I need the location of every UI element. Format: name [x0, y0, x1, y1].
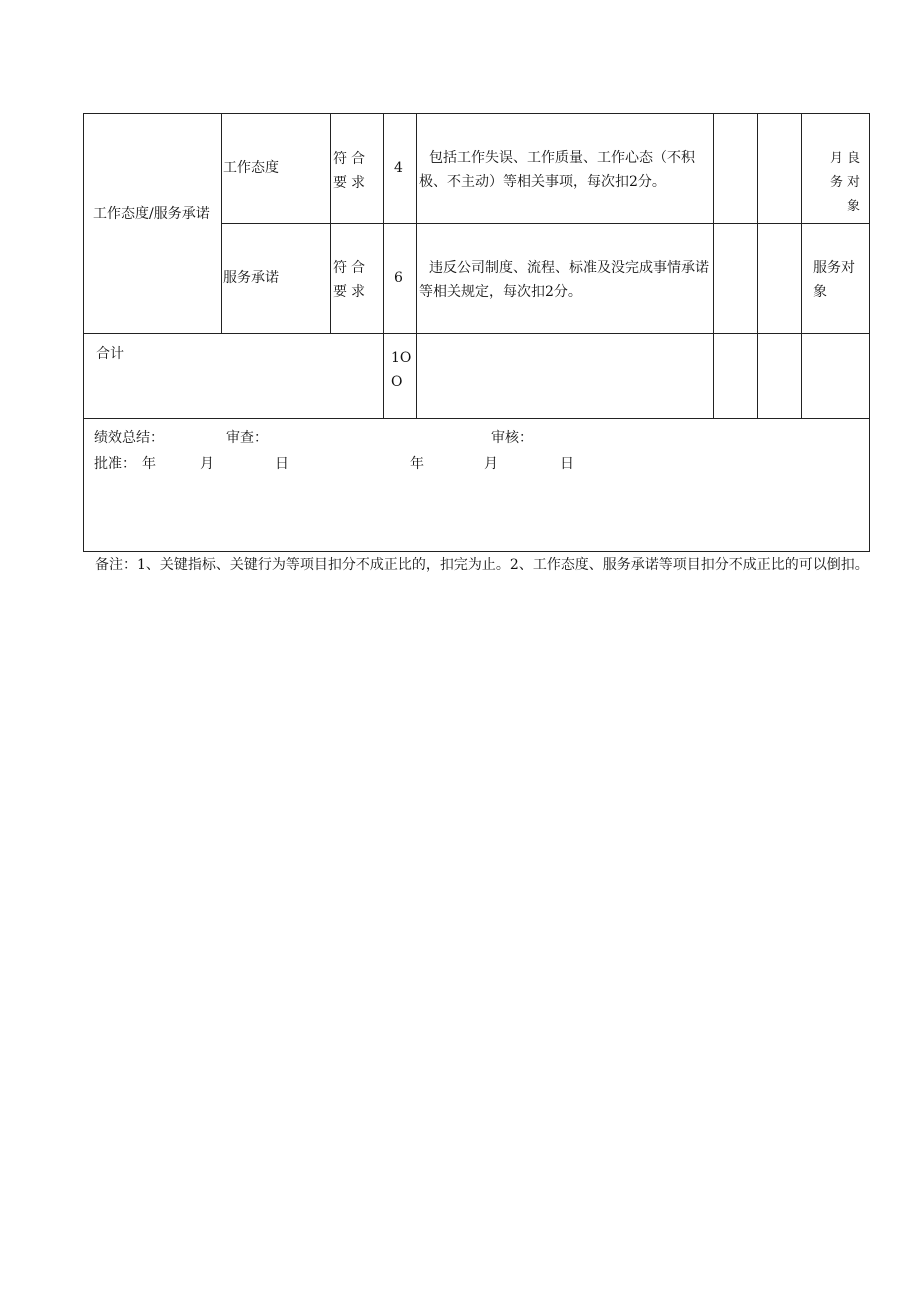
- group-label: 工作态度/服务承诺: [93, 206, 210, 222]
- col-divider: [801, 113, 802, 419]
- criteria-text: 违反公司制度、流程、标准及没完成事情承诺等相关规定，每次扣2分。: [419, 260, 709, 300]
- review-label: 审查：: [226, 430, 268, 446]
- total-label: 合计: [96, 346, 124, 362]
- total-score: 1O O: [391, 350, 416, 390]
- approve-label: 批准：: [94, 456, 136, 472]
- standard-text: 符合要求: [333, 151, 369, 191]
- col-divider: [221, 113, 222, 334]
- col-divider: [713, 113, 714, 419]
- source-text: 服务对象: [813, 260, 855, 300]
- month-label: 月: [484, 456, 498, 472]
- footnote: 备注：1、关键指标、关键行为等项目扣分不成正比的，扣完为止。2、工作态度、服务承诺等项目扣分不成正比的可以倒扣。: [95, 557, 869, 573]
- table-border-bottom: [83, 551, 870, 552]
- col-divider: [416, 113, 417, 419]
- audit-label: 审核：: [491, 430, 533, 446]
- table-border-right: [869, 113, 870, 552]
- day-label: 日: [560, 456, 574, 472]
- col-divider: [383, 113, 384, 419]
- col-divider: [757, 113, 758, 419]
- criteria-text: 包括工作失误、工作质量、工作心态（不积极、不主动）等相关事项，每次扣2分。: [419, 150, 695, 190]
- score-value: 4: [394, 160, 403, 176]
- source-text: 月良务对象: [829, 151, 864, 214]
- col-divider: [330, 113, 331, 334]
- summary-label: 绩效总结：: [94, 430, 164, 446]
- row-divider: [221, 223, 870, 224]
- year-label: 年: [410, 456, 424, 472]
- row-divider: [83, 418, 870, 419]
- item-name: 工作态度: [223, 160, 279, 176]
- table-border-left: [83, 113, 84, 552]
- score-value: 6: [394, 270, 403, 286]
- month-label: 月: [200, 456, 214, 472]
- item-name: 服务承诺: [223, 270, 279, 286]
- standard-text: 符合要求: [333, 260, 369, 300]
- day-label: 日: [275, 456, 289, 472]
- table-border-top: [83, 113, 870, 114]
- year-label: 年: [142, 456, 156, 472]
- row-divider: [83, 333, 870, 334]
